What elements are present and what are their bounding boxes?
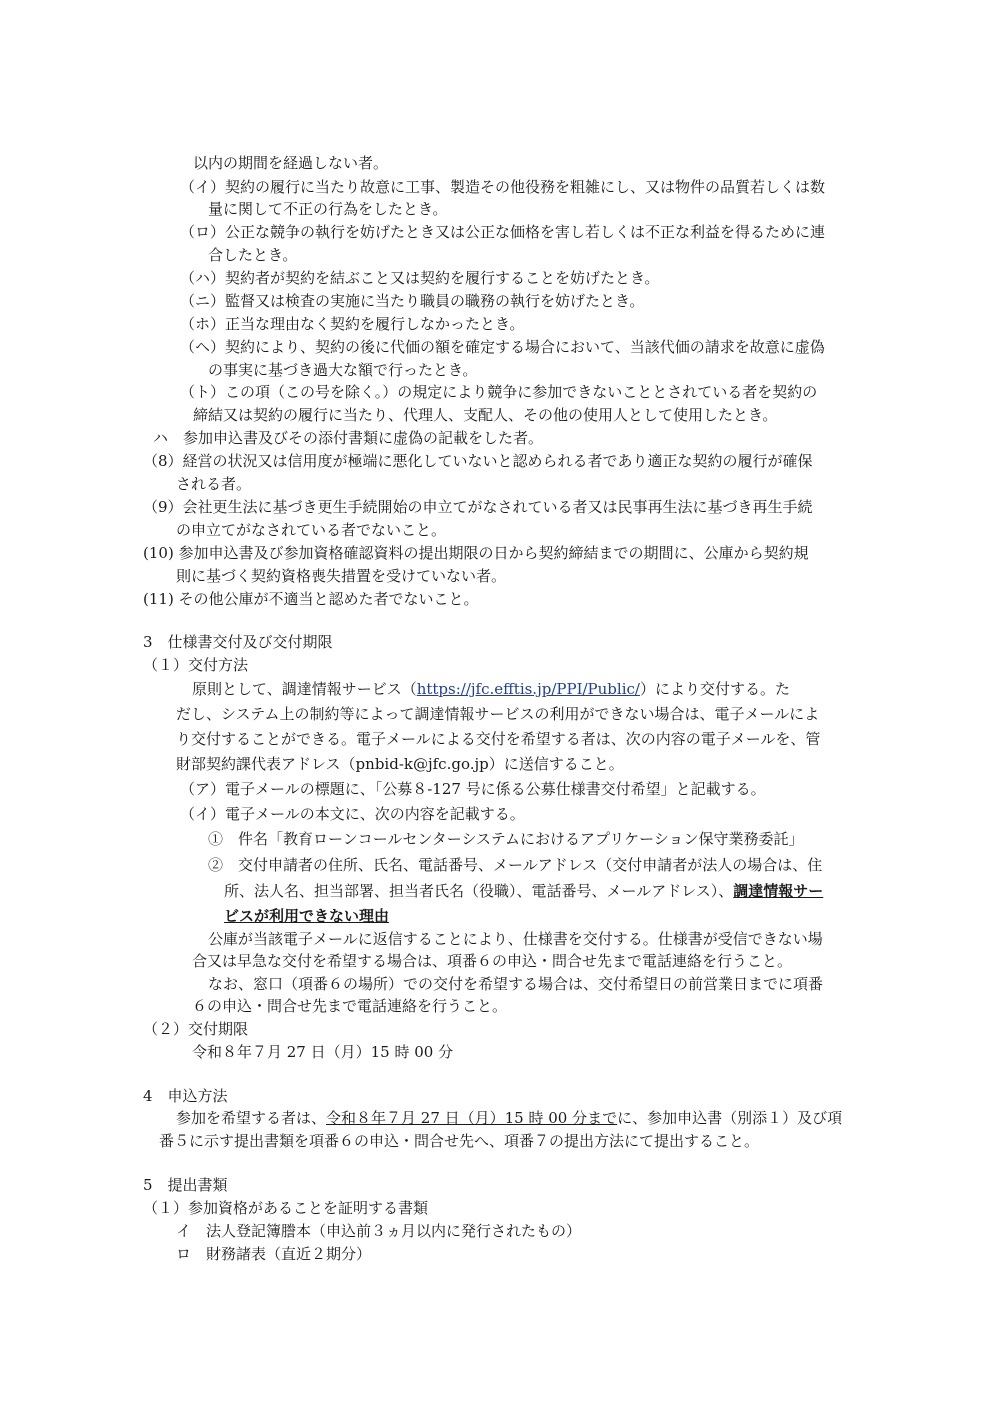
list-item-i-mail: （イ）電子メールの本文に、次の内容を記載する。	[180, 805, 525, 823]
list-item-ha-main: ハ 参加申込書及びその添付書類に虚偽の記載をした者。	[153, 429, 544, 447]
list-item-11: (11) その他公庫が不適当と認めた者でないこと。	[143, 590, 479, 608]
paragraph-line: 財部契約課代表アドレス（pnbid-k@jfc.go.jp）に送信すること。	[176, 755, 624, 773]
list-item-ho: （ホ）正当な理由なく契約を履行しなかったとき。	[180, 315, 525, 333]
paragraph-line: だし、システム上の制約等によって調達情報サービスの利用ができない場合は、電子メールによ	[176, 705, 820, 723]
list-item-to: （ト）この項（この号を除く。）の規定により競争に参加できないこととされている者を契約の	[180, 383, 818, 401]
list-item-9: （9）会社更生法に基づき更生手続開始の申立てがなされている者又は民事再生法に基づき再生手続	[143, 498, 813, 516]
list-item-ro-cont: 合したとき。	[208, 246, 298, 264]
emphasis-text: ビスが利用できない理由	[224, 907, 390, 925]
list-item-ni: （ニ）監督又は検査の実施に当たり職員の職務の執行を妨げたとき。	[180, 292, 645, 310]
list-item-to-cont: 締結又は契約の履行に当たり、代理人、支配人、その他の使用人として使用したとき。	[193, 406, 778, 424]
paragraph-line: 番５に示す提出書類を項番６の申込・問合せ先へ、項番７の提出方法にて提出すること。	[159, 1132, 760, 1150]
list-item-8-cont: される者。	[176, 475, 252, 493]
list-item-9-cont: の申立てがなされている者でないこと。	[176, 521, 447, 539]
subsection-heading-5-1: （１）参加資格があることを証明する書類	[143, 1199, 429, 1217]
paragraph-line	[192, 679, 790, 699]
list-item-10: (10) 参加申込書及び参加資格確認資料の提出期限の日から契約締結までの期間に、公庫から契約規	[143, 544, 809, 562]
underlined-deadline: 令和８年７月 27 日（月）15 時 00 分まで	[326, 1109, 618, 1127]
list-item-ha: （ハ）契約者が契約を結ぶこと又は契約を履行することを妨げたとき。	[180, 269, 660, 287]
paragraph-text: に、参加申込書（別添１）及び項	[617, 1109, 843, 1127]
list-item-5-ro: ロ 財務諸表（直近２期分）	[176, 1245, 372, 1263]
numbered-item-2: ② 交付申請者の住所、氏名、電話番号、メールアドレス（交付申請者が法人の場合は、住	[208, 856, 823, 874]
subsection-heading-3-1: （１）交付方法	[143, 656, 249, 674]
paragraph-line: り交付することができる。電子メールによる交付を希望する者は、次の内容の電子メールを、管	[176, 730, 821, 748]
list-item-a: （ア）電子メールの標題に、「公募８-127 号に係る公募仕様書交付希望」と記載する。	[180, 780, 766, 798]
item-text: 所、法人名、担当部署、担当者氏名（役職）、電話番号、メールアドレス）、	[224, 882, 734, 900]
section-heading-3: 3 仕様書交付及び交付期限	[143, 633, 333, 651]
service-link[interactable]: https://jfc.efftis.jp/PPI/Public/	[416, 680, 640, 698]
emphasis-text: 調達情報サー	[733, 882, 824, 900]
list-item-i-cont: 量に関して不正の行為をしたとき。	[208, 200, 448, 218]
paragraph-line	[176, 1108, 842, 1128]
section-heading-4: 4 申込方法	[143, 1087, 228, 1105]
paragraph-text: ）により交付する。た	[639, 680, 790, 698]
body-line: 以内の期間を経過しない者。	[193, 154, 389, 172]
list-item-10-cont: 則に基づく契約資格喪失措置を受けていない者。	[176, 567, 507, 585]
list-item-i: （イ）契約の履行に当たり故意に工事、製造その他役務を粗雑にし、又は物件の品質若しくは数	[180, 178, 826, 196]
list-item-8: （8）経営の状況又は信用度が極端に悪化していないと認められる者であり適正な契約の履行が確保	[143, 452, 813, 470]
paragraph-text: 原則として、調達情報サービス（	[192, 680, 417, 698]
paragraph-line: ６の申込・問合せ先まで電話連絡を行うこと。	[192, 997, 508, 1015]
list-item-5-i: イ 法人登記簿謄本（申込前３ヵ月以内に発行されたもの）	[176, 1222, 582, 1240]
deadline-text: 令和８年７月 27 日（月）15 時 00 分	[192, 1043, 454, 1061]
list-item-he-cont: の事実に基づき過大な額で行ったとき。	[208, 361, 478, 379]
paragraph-text: 参加を希望する者は、	[176, 1109, 327, 1127]
subsection-heading-3-2: （２）交付期限	[143, 1020, 249, 1038]
numbered-item-1: ① 件名「教育ローンコールセンターシステムにおけるアプリケーション保守業務委託」	[208, 830, 804, 848]
paragraph-line: 合又は早急な交付を希望する場合は、項番６の申込・問合せ先まで電話連絡を行うこと。	[192, 952, 793, 970]
list-item-ro: （ロ）公正な競争の執行を妨げたとき又は公正な価格を害し若しくは不正な利益を得るために連	[180, 223, 826, 241]
paragraph-line: 公庫が当該電子メールに返信することにより、仕様書を交付する。仕様書が受信できない場	[208, 930, 823, 948]
numbered-item-2-cont	[224, 881, 823, 901]
paragraph-line: なお、窓口（項番６の場所）での交付を希望する場合は、交付希望日の前営業日までに項番	[208, 975, 824, 993]
section-heading-5: 5 提出書類	[143, 1176, 228, 1194]
list-item-he: （ヘ）契約により、契約の後に代価の額を確定する場合において、当該代価の請求を故意に虚偽	[180, 338, 825, 356]
numbered-item-2-cont	[224, 906, 389, 926]
